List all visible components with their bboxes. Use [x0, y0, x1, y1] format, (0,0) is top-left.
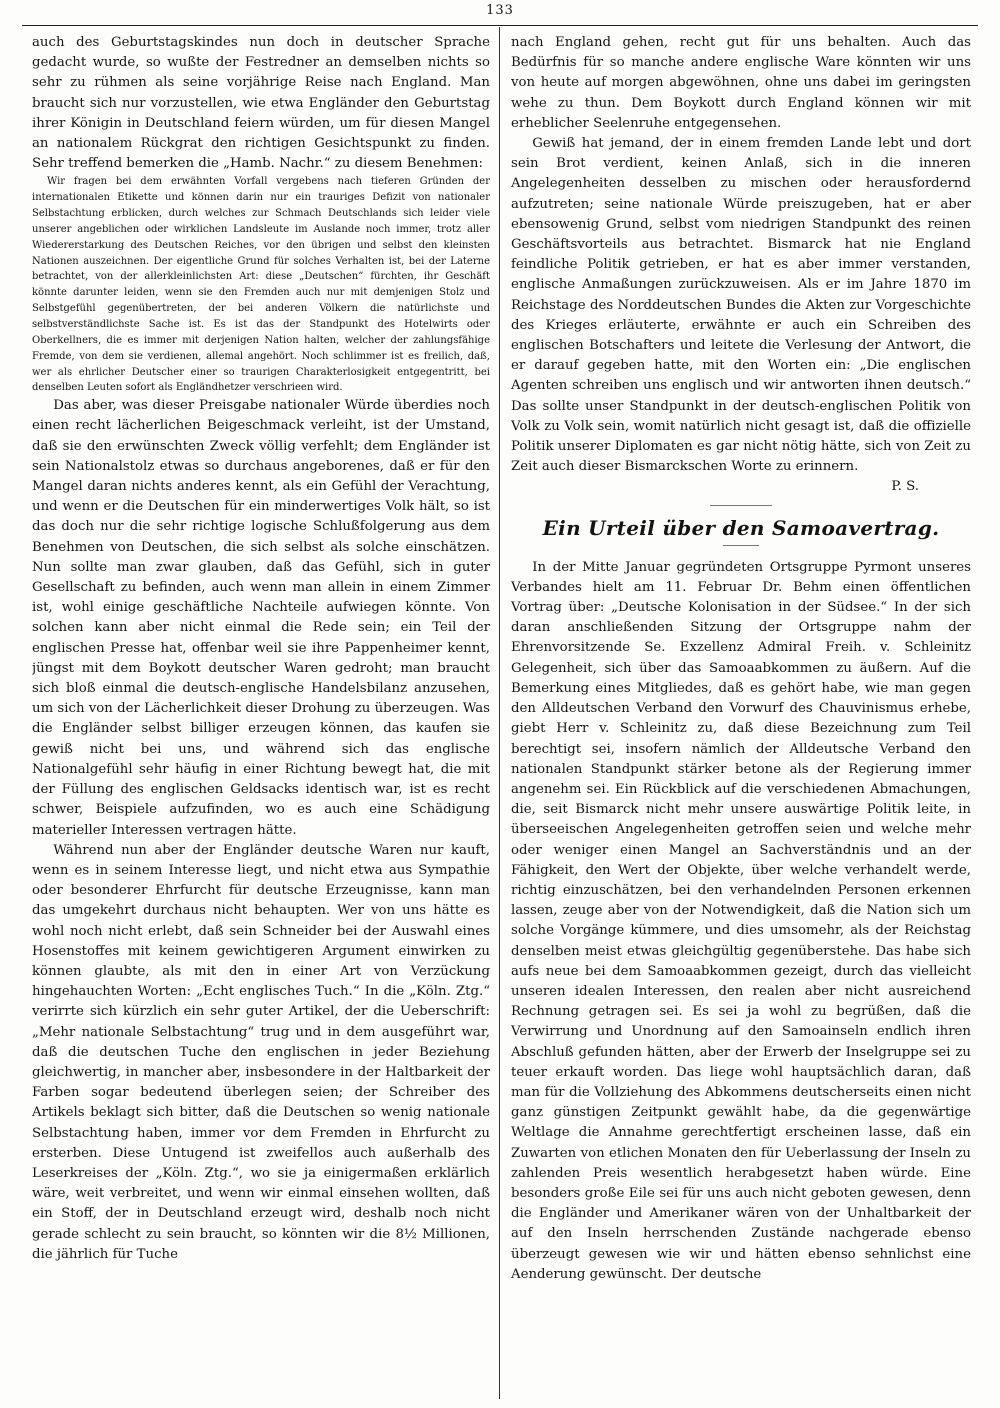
article-heading: Ein Urteil über den Samoavertrag. — [542, 515, 940, 540]
left-paragraph-3: Während nun aber der Engländer deutsche Waren nur kauft, wenn es in seinem Interesse liegt, und nicht etwa aus Sympathie oder besonderer Ehrfurcht für deutsche Erzeugnisse, kann man das umgekehrt durchaus nicht behaupten. Wer von uns hätte es wohl noch nicht erlebt, daß sein Schneider bei der Auswahl eines Hosenstoffes mit keinem gewichtigeren Argument einwirken zu können glaubte, als mit den in einer Art von Verzückung hingehauchten Worten: „Echt englisches Tuch.“ In die „Köln. Ztg.“ verirrte sich kürzlich ein sehr guter Artikel, der die Ueberschrift: „Mehr nationale Selbstachtung“ trug und in dem ausgeführt war, daß die deutschen Tuche den englischen in jeder Beziehung gleichwertig, in mancher aber, insbesondere in der Haltbarkeit der Farben sogar bedeutend überlegen seien; der Schreiber des Artikels beklagt sich bitter, daß die Deutschen so wenig nationale Selbstachtung haben, immer vor dem Fremden in Ehrfurcht zu ersterben. Diese Untugend ist zweifellos auch außerhalb des Leserkreises der „Köln. Ztg.“, wo sie ja einigermaßen erklärlich wäre, weit verbreitet, und wenn wir einmal einsehen wollten, daß ein Stoff, der in Deutschland erzeugt wird, deshalb noch nicht gerade schlecht zu sein braucht, so könnten wir die 8½ Millionen, die jährlich für Tuche — [32, 842, 490, 1262]
page-number: 133 — [486, 3, 514, 18]
right-paragraph-1: nach England gehen, recht gut für uns behalten. Auch das Bedürfnis für so manche andere englische Ware könnten wir uns von heute auf morgen abgewöhnen, ohne uns dabei im geringsten wehe zu thun. Dem Boykott durch England können wir mit erheblicher Seelenruhe entgegensehen. — [511, 35, 971, 131]
column-divider — [499, 27, 500, 1399]
left-paragraph-2: Das aber, was dieser Preisgabe nationaler Würde überdies noch einen recht lächerlichen Beigeschmack verleiht, ist der Umstand, daß sie den erwünschten Zweck völlig verfehlt; dem Engländer ist sein Nationalstolz etwas so durchaus angeborenes, daß er für den Mangel daran nichts anderes kennt, als ein Gefühl der Verachtung, und wenn er die Deutschen für ein minderwertiges Volk hält, so ist das doch nur die sehr richtige logische Schlußfolgerung aus dem Benehmen von Deutschen, die sich selbst als solche einschätzen. Nun sollte man zwar glauben, daß das Gefühl, sich in guter Gesellschaft zu befinden, auch wenn man allein in einem Zimmer ist, wohl einige geschäftliche Nachteile aufwiegen könnte. Von solchen kann aber nicht einmal die Rede sein; ein Teil der englischen Presse hat, offenbar weil sie ihre Pappenheimer kennt, jüngst mit dem Boykott deutscher Waren gedroht; man braucht sich bloß einmal die deutsch-englische Handelsbilanz anzusehen, um sich von der Lächerlichkeit dieser Drohung zu überzeugen. Was die Engländer selbst billiger erzeugen können, das kaufen sie gewiß nicht bei uns, und während sich das englische Nationalgefühl sehr häufig in einer Richtung bewegt hat, die mit der Füllung des englischen Geldsacks identisch war, ist es recht schwer, Beispiele aufzufinden, wo es auch eine Schädigung materieller Interessen vertragen hätte. — [32, 398, 490, 838]
section-separator — [710, 505, 772, 506]
author-signature: P. S. — [891, 479, 919, 495]
left-paragraph-1: auch des Geburtstagskindes nun doch in deutscher Sprache gedacht wurde, so wußte der Festredner an demselben nichts so sehr zu rühmen als seine vorjährige Reise nach England. Man braucht sich nur vorzustellen, wie etwa Engländer den Geburtstag ihrer Königin in Deutschland feiern würden, um für diesen Mangel an nationalem Rückgrat den richtigen Gesichtspunkt zu finden. Sehr treffend bemerken die „Hamb. Nachr.“ zu diesem Benehmen: — [32, 35, 490, 172]
header-rule — [22, 25, 978, 26]
heading-underline — [723, 545, 759, 546]
right-column — [511, 33, 971, 1401]
left-block-quote: Wir fragen bei dem erwähnten Vorfall vergebens nach tieferen Gründen der internationalen Etikette und können darin nur ein trauriges Defizit von nationaler Selbstachtung erblicken, durch welches zur Schmach Deutschlands sich leider viele unserer angeblichen oder wirklichen Landsleute im Auslande noch immer, trotz aller Wiedererstarkung des Deutschen Reiches, vor den übrigen und selbst den kleinsten Nationen auszeichnen. Der eigentliche Grund für solches Verhalten ist, bei der Laterne betrachtet, von der allerkleinlichsten Art: diese „Deutschen“ fürchten, ihr Geschäft könnte darunter leiden, wenn sie den Fremden auch nur mit demjenigen Stolz und Selbstgefühl gegenübertreten, der bei anderen Völkern die natürlichste und selbstverständlichste Sache ist. Es ist das der Standpunkt des Hotelwirts oder Oberkellners, die es immer mit derjenigen Nation halten, welcher der zahlungsfähige Fremde, von dem sie verdienen, allemal angehört. Noch schlimmer ist es freilich, daß, wer als ehrlicher Deutscher einer so traurigen Charakterlosigkeit entgegentritt, bei denselben Leuten sofort als Engländhetzer verschrieen wird. — [32, 176, 490, 394]
left-column — [32, 33, 490, 1401]
right-paragraph-2: Gewiß hat jemand, der in einem fremden Lande lebt und dort sein Brot verdient, keinen Anlaß, sich in die inneren Angelegenheiten desselben zu mischen oder herausfordernd aufzutreten; seine nationale Würde preiszugeben, hat er aber ebensowenig Grund, selbst vom niedrigen Standpunkt des reinen Geschäftsvorteils aus betrachtet. Bismarck hat nie England feindliche Politik getrieben, er hat es aber immer verstanden, englische Anmaßungen zurückzuweisen. Als er im Jahre 1870 im Reichstage des Norddeutschen Bundes die Akten zur Vorgeschichte des Krieges erläuterte, erwähnte er auch ein Schreiben des englischen Botschafters und leitete die Verlesung der Antwort, die er darauf gegeben hatte, mit den Worten ein: „Die englischen Agenten schreiben uns englisch und wir antworten ihnen deutsch.“ Das sollte unser Standpunkt in der deutsch-englischen Politik von Volk zu Volk sein, womit natürlich nicht gesagt ist, daß die offizielle Politik unserer Diplomaten es gar nicht nötig hätte, sich von Zeit zu Zeit auch dieser Bismarckschen Worte zu erinnern. — [511, 136, 971, 475]
right-paragraph-3: In der Mitte Januar gegründeten Ortsgruppe Pyrmont unseres Verbandes hielt am 11. Februar Dr. Behm einen öffentlichen Vortrag über: „Deutsche Kolonisation in der Südsee.“ In der sich daran anschließenden Sitzung der Ortsgruppe nahm der Ehrenvorsitzende Se. Exzellenz Admiral Freih. v. Schleinitz Gelegenheit, sich über das Samoaabkommen zu äußern. Auf die Bemerkung eines Mitgliedes, daß es gehört habe, wie man gegen den Alldeutschen Verband den Vorwurf des Chauvinismus erhebe, giebt Herr v. Schleinitz zu, daß diese Bezeichnung zum Teil berechtigt sei, insofern nämlich der Alldeutsche Verband den nationalen Standpunkt stärker betone als der Regierung immer angenehm sei. Ein Rückblick auf die verschiedenen Abmachungen, die, seit Bismarck nicht mehr unsere auswärtige Politik leite, in überseeischen Angelegenheiten getroffen seien und welche mehr oder weniger einen Mangel an Sachverständnis und an der Fähigkeit, den Wert der Objekte, über welche verhandelt werde, richtig einzuschätzen, bei den verhandelnden Personen erkennen lassen, zeuge aber von der Notwendigkeit, daß die Nation sich um solche Vorgänge kümmere, und dies umsomehr, als der Reichstag denselben meist etwas gleichgültig gegenüberstehe. Das habe sich aufs neue bei dem Samoaabkommen gezeigt, durch das vielleicht unseren idealen Interessen, den realen aber nicht ausreichend Rechnung getragen sei. Es sei ja wohl zu begrüßen, daß die Verwirrung und Unordnung auf den Samoainseln endlich ihren Abschluß gefunden hätten, aber der Erwerb der Inselgruppe sei zu teuer erkauft worden. Das liege wohl hauptsächlich daran, daß man für die Vollziehung des Abkommens deutscherseits einen nicht ganz günstigen Zeitpunkt gewählt habe, da die gegenwärtige Weltlage die Annahme gerechtfertigt erscheinen lasse, daß ein Zuwarten von etlichen Monaten den für Ueberlassung der Inseln zu zahlenden Preis wesentlich herabgesetzt haben würde. Eine besonders große Eile sei für uns auch nicht geboten gewesen, denn die Engländer und Amerikaner wären von der Unhaltbarkeit der auf den Inseln herrschenden Zustände nachgerade ebenso überzeugt gewesen wie wir und hätten ebenso sehnlichst eine Aenderung gewünscht. Der deutsche — [511, 559, 971, 1282]
